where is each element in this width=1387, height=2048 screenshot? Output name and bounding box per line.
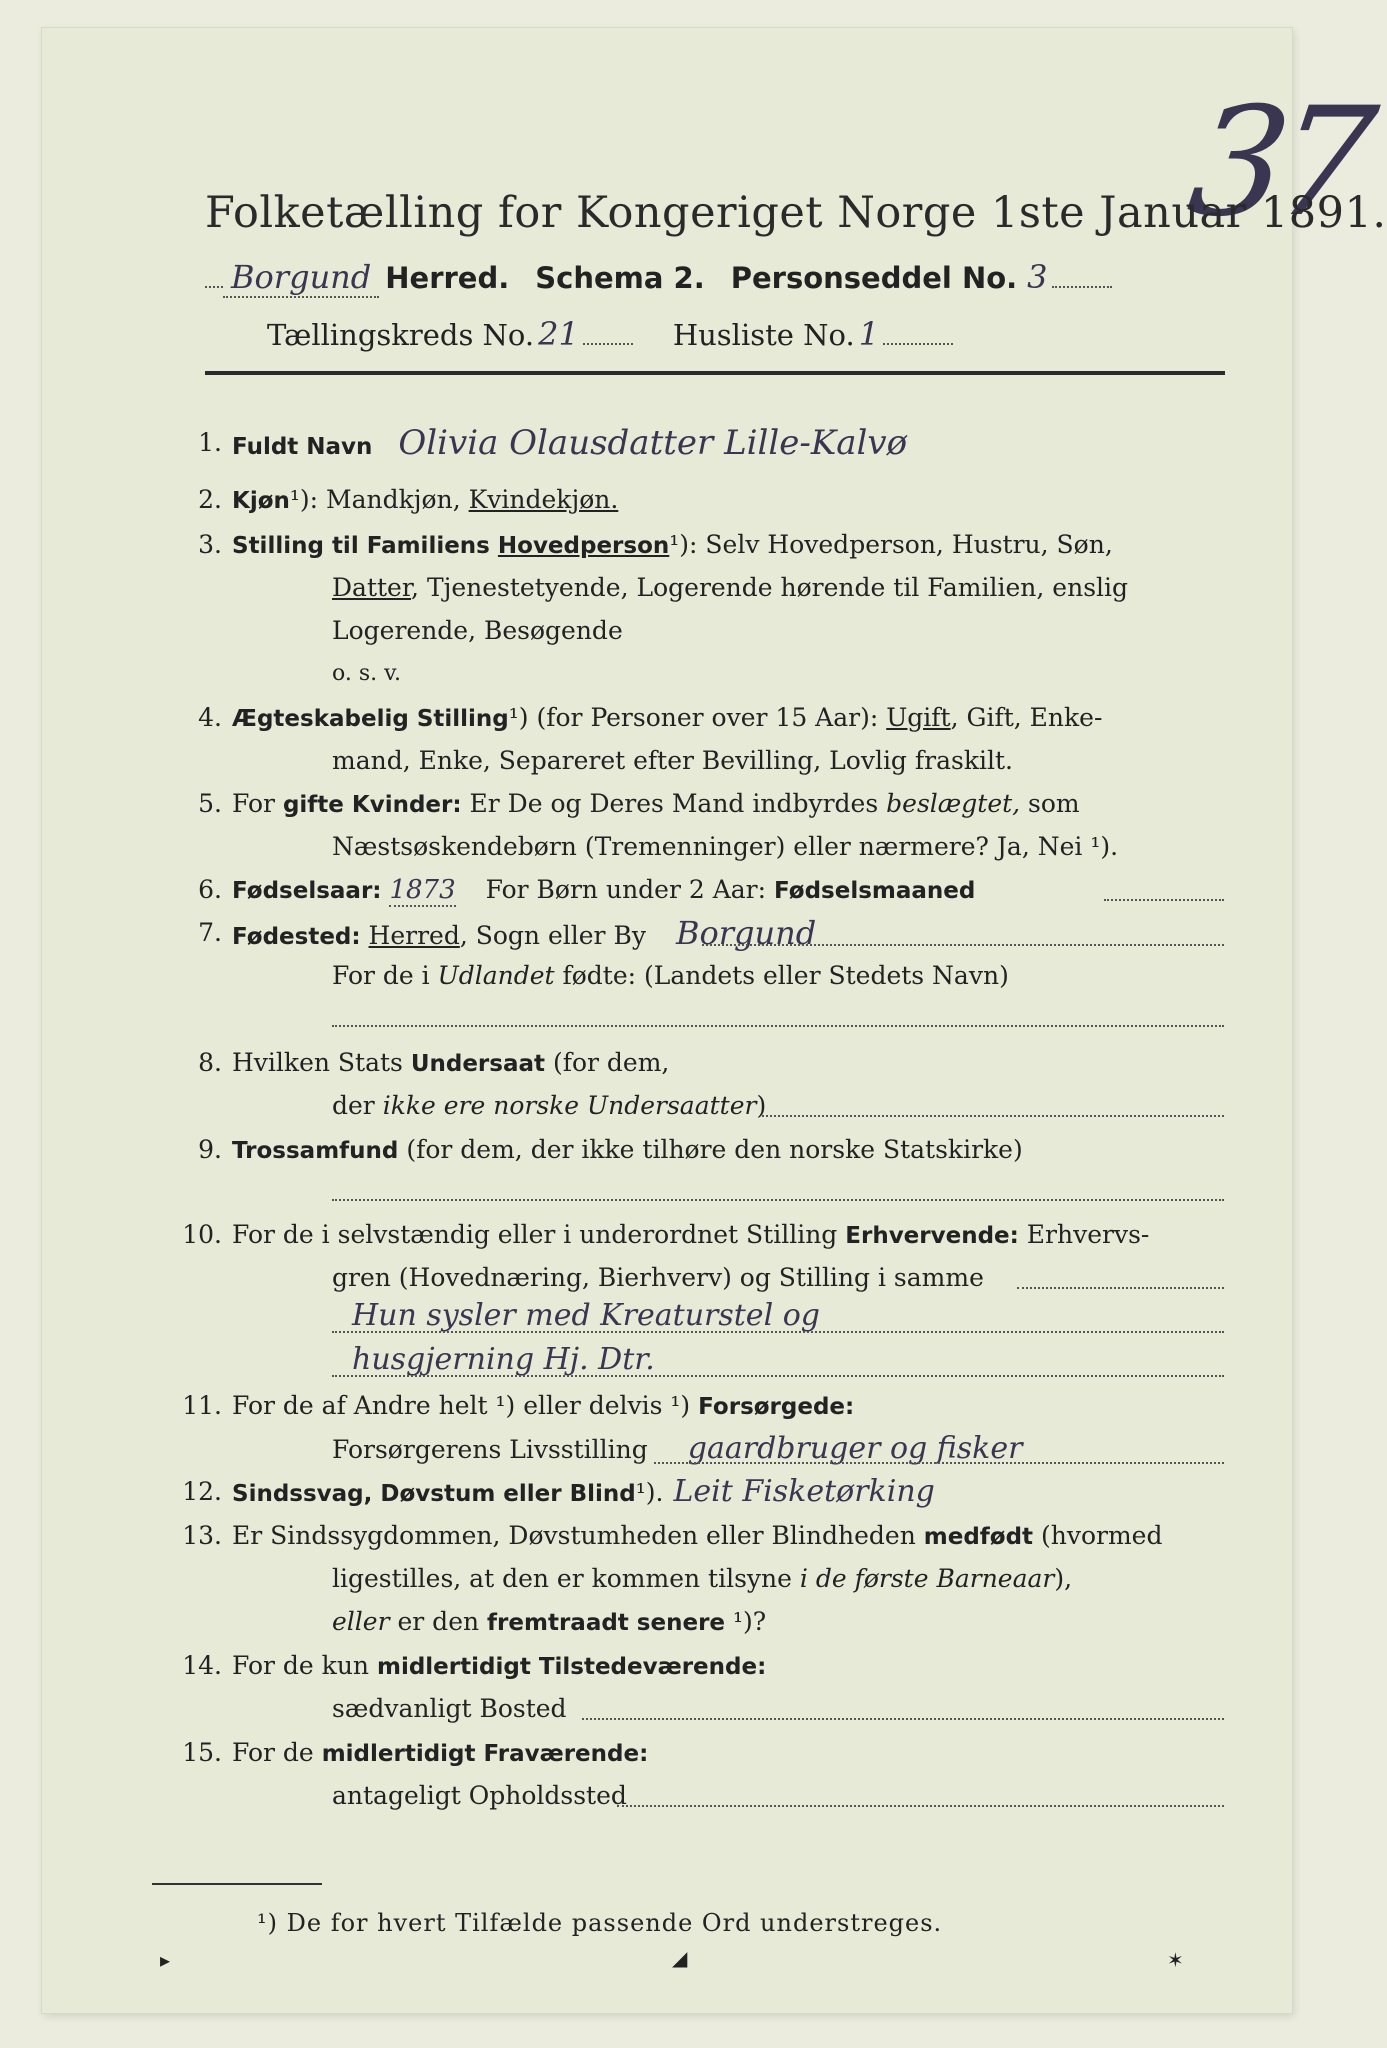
q1-label: Fuldt Navn: [232, 434, 373, 460]
q4-text-b: , Gift, Enke-: [950, 703, 1103, 732]
q15-text-a: For de: [232, 1738, 322, 1767]
q1-number: 1.: [198, 428, 222, 457]
q13-italic-b: eller: [332, 1607, 390, 1636]
q7-answer-line: [332, 1024, 1224, 1027]
q6-label-b: Fødselsmaaned: [774, 878, 976, 904]
q11-text-a: For de af Andre helt ¹) eller delvis ¹): [232, 1391, 699, 1420]
q14-text-a: For de kun: [232, 1651, 377, 1680]
q13-label-b: fremtraadt senere: [487, 1610, 726, 1636]
q5-label: gifte Kvinder:: [282, 792, 462, 818]
q7-number: 7.: [198, 918, 222, 947]
q7-text-b: For de i: [332, 961, 438, 990]
q10-label: Erhvervende:: [845, 1223, 1019, 1249]
q6-label: Fødselsaar:: [232, 878, 382, 904]
q8-text-b: (for dem,: [545, 1048, 670, 1077]
q4-label: Ægteskabelig Stilling: [232, 706, 509, 732]
q8-text-d: ): [756, 1091, 767, 1120]
q13-number: 13.: [182, 1521, 222, 1550]
q11-label: Forsørgede:: [698, 1394, 855, 1420]
q15-text-b: antageligt Opholdssted: [332, 1781, 627, 1810]
q5-text-a: For: [232, 789, 283, 818]
q8-text-a: Hvilken Stats: [232, 1048, 411, 1077]
personseddel-label: Personseddel No.: [730, 261, 1018, 295]
herred-value: Borgund: [223, 258, 379, 298]
q13-italic: i de første Barneaar: [799, 1564, 1055, 1593]
tellingskreds-label: Tællingskreds No.: [267, 318, 535, 352]
q2-label: Kjøn: [232, 488, 290, 514]
q2-text: ¹): Mandkjøn,: [289, 485, 469, 514]
q3-text-a: ¹): Selv Hovedperson, Hustru, Søn,: [669, 530, 1113, 559]
q14-text-b: sædvanligt Bosted: [332, 1694, 567, 1723]
q3-text-b: , Tjenestetyende, Logerende hørende til Familien, enslig: [411, 573, 1129, 602]
form-title: Folketælling for Kongeriget Norge 1ste Januar 1891.: [205, 188, 1387, 238]
q13-text-c: ligestilles, at den er kommen tilsyne: [332, 1564, 800, 1593]
q10-occupation-value-b: husgjerning Hj. Dtr.: [352, 1342, 655, 1377]
q11-text-b: Forsørgerens Livsstilling: [332, 1435, 648, 1464]
q5-number: 5.: [198, 789, 222, 818]
q9-text: (for dem, der ikke tilhøre den norske Statskirke): [398, 1135, 1023, 1164]
q5-text-c: som: [1020, 789, 1080, 818]
q8-label: Undersaat: [410, 1051, 545, 1077]
census-form-sheet: [42, 28, 1387, 2013]
q5-text-b: Er De og Deres Mand indbyrdes: [461, 789, 887, 818]
q3-number: 3.: [198, 530, 222, 559]
q9-answer-line: [332, 1198, 1224, 1201]
q12-number: 12.: [182, 1477, 222, 1506]
corner-mark-left: ▸: [160, 1948, 171, 1972]
q14-label: midlertidigt Tilstedeværende:: [376, 1654, 767, 1680]
q2-selected-option: Kvindekjøn.: [468, 485, 619, 514]
q2-number: 2.: [198, 485, 222, 514]
herred-label: Herred.: [385, 261, 510, 295]
q12-handwritten-value: Leit Fisketørking: [673, 1474, 935, 1509]
q7-text-c: fødte: (Landets eller Stedets Navn): [554, 961, 1009, 990]
q6-birth-year-value: 1873: [389, 875, 456, 905]
q13-text-e: er den: [389, 1607, 488, 1636]
q5-italic: beslægtet,: [886, 789, 1021, 818]
q10-text-a: For de i selvstændig eller i underordnet Stilling: [232, 1220, 846, 1249]
q8-text-c: der: [332, 1091, 383, 1120]
q15-number: 15.: [182, 1738, 222, 1767]
corner-mark-center: ◢: [672, 1946, 688, 1970]
q14-number: 14.: [182, 1651, 222, 1680]
schema-label: Schema 2.: [535, 261, 705, 295]
q13-text-b: (hvormed: [1033, 1521, 1163, 1550]
q5-text-d: Næstsøskendebørn (Tremenninger) eller nærmere? Ja, Nei ¹).: [332, 832, 1119, 861]
q6-text: For Børn under 2 Aar:: [485, 875, 775, 904]
q13-text-f: ¹)?: [725, 1607, 767, 1636]
q7-text: , Sogn eller By: [459, 921, 646, 950]
q3-label-b: Hovedperson: [497, 533, 670, 559]
q12-text: ¹).: [635, 1478, 664, 1507]
q10-text-c: gren (Hovednæring, Bierhverv) og Stilling i samme: [332, 1263, 984, 1292]
q8-italic: ikke ere norske Undersaatter: [382, 1091, 757, 1120]
q13-text-d: ),: [1054, 1564, 1073, 1593]
q10-occupation-value-a: Hun sysler med Kreaturstel og: [352, 1298, 820, 1333]
tellingskreds-value: 21: [538, 315, 579, 353]
q15-label: midlertidigt Fraværende:: [321, 1741, 649, 1767]
handwritten-page-number: 37: [1179, 76, 1376, 250]
q4-text-a: ¹) (for Personer over 15 Aar):: [508, 703, 887, 732]
q7-birthplace-value: Borgund: [675, 914, 817, 952]
footnote-divider: [152, 1883, 322, 1885]
q13-label: medfødt: [923, 1524, 1034, 1550]
husliste-value: 1: [858, 315, 880, 353]
q3-text-d: o. s. v.: [332, 661, 401, 686]
header-row-tellingskreds: [267, 315, 1297, 353]
q9-number: 9.: [198, 1135, 222, 1164]
q9-label: Trossamfund: [232, 1138, 399, 1164]
q11-number: 11.: [182, 1391, 222, 1420]
q12-label: Sindssvag, Døvstum eller Blind: [232, 1481, 636, 1507]
q7-selected-option: Herred: [368, 921, 460, 950]
footnote-text: ¹) De for hvert Tilfælde passende Ord understreges.: [257, 1909, 943, 1937]
personseddel-value: 3: [1027, 258, 1048, 296]
q4-selected-option: Ugift: [886, 703, 951, 732]
q3-selected-option: Datter: [332, 573, 412, 602]
q13-text-a: Er Sindssygdommen, Døvstumheden eller Blindheden: [232, 1521, 924, 1550]
q1-name-value: Olivia Olausdatter Lille-Kalvø: [398, 423, 908, 463]
q10-text-b: Erhvervs-: [1018, 1220, 1150, 1249]
header-divider: [205, 371, 1225, 375]
q6-number: 6.: [198, 875, 222, 904]
header-row-herred: [205, 258, 1235, 298]
q8-number: 8.: [198, 1048, 222, 1077]
q7-italic: Udlandet: [437, 961, 555, 990]
husliste-label: Husliste No.: [672, 318, 855, 352]
q3-label-a: Stilling til Familiens: [232, 533, 498, 559]
q4-number: 4.: [198, 703, 222, 732]
q11-provider-occupation-value: gaardbruger og fisker: [687, 1431, 1023, 1466]
q10-number: 10.: [182, 1220, 222, 1249]
corner-mark-right: ✶: [1167, 1948, 1184, 1972]
q7-label: Fødested:: [232, 924, 361, 950]
q3-text-c: Logerende, Besøgende: [332, 616, 623, 645]
q4-text-c: mand, Enke, Separeret efter Bevilling, Lovlig fraskilt.: [332, 746, 1013, 775]
